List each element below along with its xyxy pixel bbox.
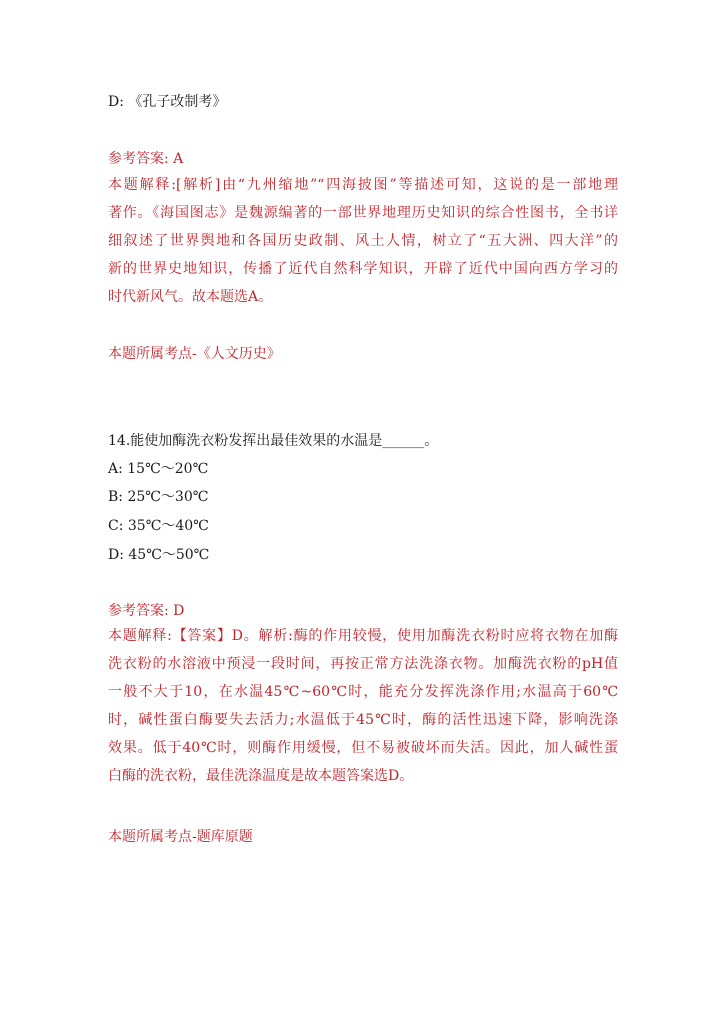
question-14-stem: 14.能使加酶洗衣粉发挥出最佳效果的水温是______。 (108, 433, 439, 449)
explanation-line: 时代新风气。故本题选A。 (108, 289, 273, 305)
question-13-option-d: D: 《孔子改制考》 (108, 94, 227, 110)
question-14-answer: 参考答案: D (108, 603, 185, 619)
question-14-option-d: D: 45℃～50℃ (108, 547, 210, 563)
explanation-line: 洗衣粉的水溶液中预浸一段时间，再按正常方法洗涤衣物。加酶洗衣粉的pH值 (108, 656, 618, 672)
explanation-line: 效果。低于40℃时，则酶作用缓慢，但不易被破坏而失活。因此，加人碱性蛋 (108, 740, 618, 756)
question-13-category: 本题所属考点-《人文历史》 (108, 346, 281, 362)
explanation-line: 一般不大于10，在水温45℃~60℃时，能充分发挥洗涤作用;水温高于60℃ (108, 684, 618, 700)
question-14-option-a: A: 15℃～20℃ (108, 461, 209, 477)
question-14-option-c: C: 35℃～40℃ (108, 518, 209, 534)
question-13-explanation (108, 171, 618, 311)
question-14-option-b: B: 25℃～30℃ (108, 489, 209, 505)
explanation-line: 本题解释:[解析]由“九州缩地”“四海披图”等描述可知，这说的是一部地理 (108, 177, 618, 193)
question-13-answer: 参考答案: A (108, 151, 184, 167)
explanation-line: 白酶的洗衣粉，最佳洗涤温度是故本题答案选D。 (108, 768, 414, 784)
question-14-category: 本题所属考点-题库原题 (108, 829, 253, 845)
explanation-line: 新的世界史地知识，传播了近代自然科学知识，开辟了近代中国向西方学习的 (108, 261, 618, 277)
explanation-line: 本题解释:【答案】D。解析:酶的作用较慢，使用加酶洗衣粉时应将衣物在加酶 (108, 628, 618, 644)
explanation-line: 著作。《海国图志》是魏源编著的一部世界地理历史知识的综合性图书，全书详 (108, 205, 618, 221)
explanation-line: 时，碱性蛋白酶要失去活力;水温低于45℃时，酶的活性迅速下降，影响洗涤 (108, 712, 618, 728)
question-14-explanation (108, 622, 618, 790)
explanation-line: 细叙述了世界舆地和各国历史政制、风土人情，树立了“五大洲、四大洋”的 (108, 233, 618, 249)
